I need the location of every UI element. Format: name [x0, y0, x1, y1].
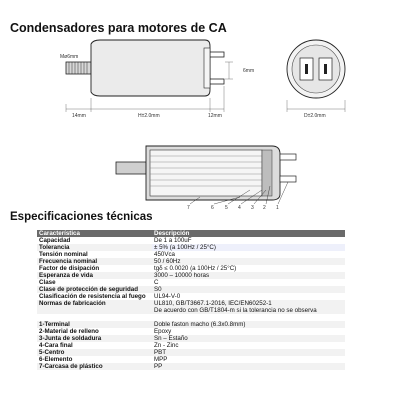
header-description: Descripción	[152, 230, 345, 237]
row-value: De 1 a 100uF	[154, 236, 192, 244]
row-label: Esperanza de vida	[37, 272, 152, 279]
dim-terminal-length: 12mm	[208, 113, 222, 119]
row-label: 5-Centro	[37, 349, 152, 356]
row-label: 7-Carcasa de plástico	[37, 363, 152, 370]
row-label: Capacidad	[39, 236, 71, 244]
table-row	[37, 342, 345, 349]
section-view	[116, 146, 296, 210]
row-label: Normas de fabricación	[37, 300, 152, 307]
header-characteristic: Característica	[37, 230, 152, 237]
row-value: ± 5% (a 100Hz / 25°C)	[152, 244, 345, 251]
row-value: Doble faston macho (6.3x0.8mm)	[152, 321, 345, 328]
row-label: 4-Cara final	[39, 341, 73, 349]
table-row	[37, 363, 345, 370]
row-value: 450Vca	[154, 250, 175, 258]
callout-7: 7	[187, 205, 190, 210]
row-label	[37, 307, 152, 314]
dim-diameter: D±2.0mm	[304, 113, 326, 119]
row-label: Clase de protección de seguridad	[37, 286, 152, 293]
row-label: Clase	[39, 278, 56, 286]
row-value: PBT	[152, 349, 345, 356]
callout-3: 3	[251, 205, 254, 210]
row-value: MPP	[154, 355, 168, 363]
dim-terminal-height: 6mm	[243, 68, 255, 74]
row-value: Epoxy	[154, 327, 172, 335]
row-label: Clasificación de resistencia al fuego	[39, 292, 146, 300]
specs-title: Especificaciones técnicas	[10, 211, 153, 223]
spec-table	[37, 230, 345, 370]
row-value: Zn - Zinc	[154, 341, 179, 349]
row-value: De acuerdo con GB/T1804-m si la tolerancia no se observa	[152, 307, 345, 314]
callout-5: 5	[225, 205, 228, 210]
table-row	[37, 272, 345, 279]
callout-4: 4	[238, 205, 241, 210]
callout-1: 1	[276, 205, 279, 210]
row-label: Frecuencia nominal	[37, 258, 152, 265]
row-value: 3000 – 10000 horas	[152, 272, 345, 279]
callout-6: 6	[211, 205, 214, 210]
row-value: UL94-V-0	[154, 292, 181, 300]
row-label: 6-Elemento	[39, 355, 73, 363]
row-value: PP	[152, 363, 345, 370]
row-label: Tensión nominal	[39, 250, 88, 258]
callout-2: 2	[263, 205, 266, 210]
table-row	[37, 307, 345, 314]
row-value: C	[154, 278, 159, 286]
row-value: UL810, GB/T3667.1-2016, IEC/EN60252-1	[152, 300, 345, 307]
table-row	[37, 335, 345, 342]
row-value: tgδ ≤ 0.0020 (a 100Hz / 25°C)	[154, 264, 237, 272]
page-title: Condensadores para motores de CA	[10, 21, 227, 35]
row-label: 2-Material de relleno	[39, 327, 99, 335]
row-value: Sn – Estaño	[152, 335, 345, 342]
dim-thread: Mø6mm	[60, 54, 79, 60]
row-label: 1-Terminal	[37, 321, 152, 328]
row-value: S0	[152, 286, 345, 293]
table-row	[37, 349, 345, 356]
row-label: 3-Junta de soldadura	[37, 335, 152, 342]
row-label: Factor de disipación	[39, 264, 100, 272]
side-view	[60, 40, 254, 119]
dim-stud-length: 14mm	[72, 113, 86, 119]
end-view	[287, 40, 345, 119]
row-label: Tolerancia	[37, 244, 152, 251]
row-value: 50 / 60Hz	[152, 258, 345, 265]
dim-body-length: H±2.0mm	[138, 113, 160, 119]
